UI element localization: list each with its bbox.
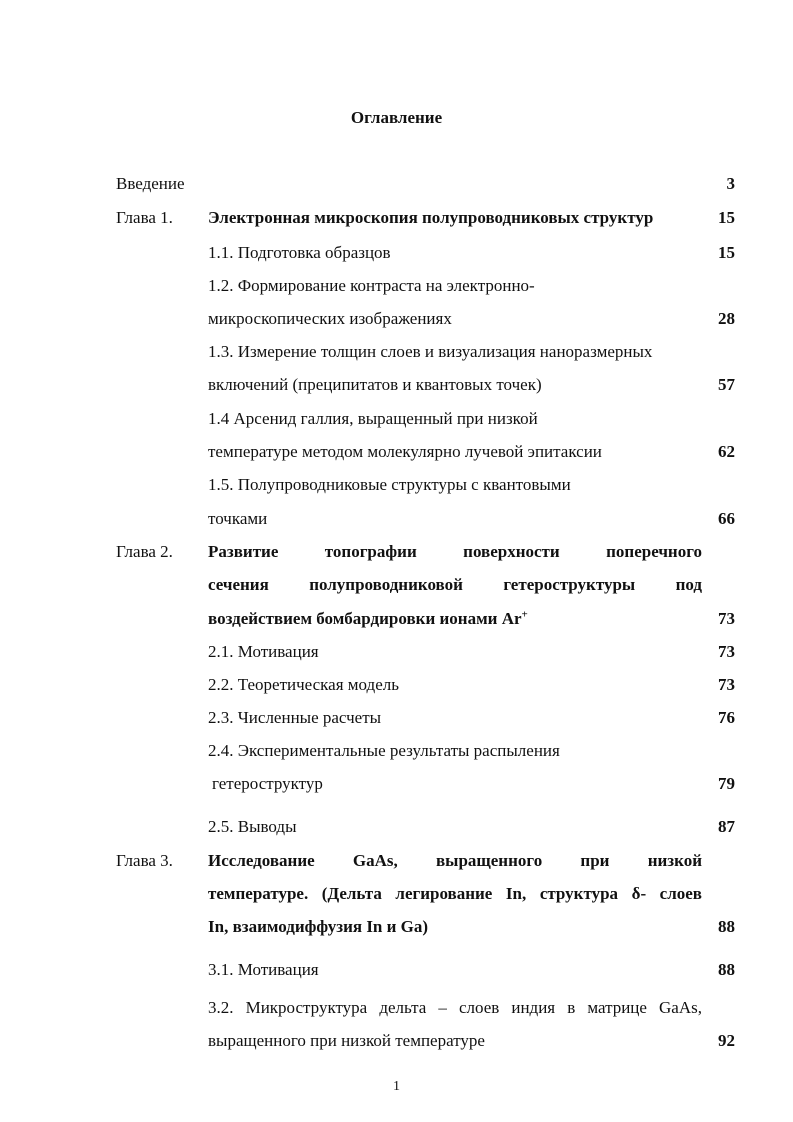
section-1-5-page: 66	[718, 509, 735, 528]
chapter3-title-line2: температуре. (Дельта легирование In, структура δ- слоев	[208, 884, 702, 903]
chapter1-title: Электронная микроскопия полупроводниковых структур	[208, 208, 654, 227]
section-2-2: 2.2. Теоретическая модель	[208, 675, 399, 694]
section-1-2-line1: 1.2. Формирование контраста на электронно-	[208, 276, 535, 295]
section-1-2-page: 28	[718, 309, 735, 328]
chapter2-title-line3	[208, 607, 528, 631]
section-3-1: 3.1. Мотивация	[208, 960, 319, 979]
chapter3-label: Глава 3.	[116, 851, 173, 870]
chapter3-title-line3: In, взаимодиффузия In и Ga)	[208, 917, 429, 936]
section-1-4-line1: 1.4 Арсенид галлия, выращенный при низкой	[208, 409, 538, 428]
section-1-3-page: 57	[718, 375, 735, 394]
section-1-2-line2: микроскопических изображениях	[208, 309, 452, 328]
section-3-1-page: 88	[718, 960, 735, 979]
section-2-1: 2.1. Мотивация	[208, 642, 319, 661]
ion-charge-superscript: +	[521, 608, 528, 621]
intro-page: 3	[726, 174, 735, 193]
section-2-5-page: 87	[718, 817, 735, 836]
section-3-2-page: 92	[718, 1031, 735, 1050]
section-1-3-line1: 1.3. Измерение толщин слоев и визуализация наноразмерных	[208, 342, 653, 361]
chapter2-title-line3-text: воздействием бомбардировки ионами Ar	[208, 609, 522, 628]
section-1-5-line1: 1.5. Полупроводниковые структуры с квантовыми	[208, 475, 571, 494]
section-1-3-line2: включений (преципитатов и квантовых точек)	[208, 375, 542, 394]
chapter3-page: 88	[718, 917, 735, 936]
intro-label: Введение	[116, 174, 185, 193]
chapter2-page: 73	[718, 609, 735, 628]
section-2-3: 2.3. Численные расчеты	[208, 708, 382, 727]
section-2-1-page: 73	[718, 642, 735, 661]
page-title: Оглавление	[350, 108, 443, 127]
chapter2-title-line2: сечения полупроводниковой гетероструктуры под	[208, 575, 702, 594]
section-2-4-page: 79	[718, 774, 735, 793]
chapter2-title-line1: Развитие топографии поверхности поперечного	[208, 542, 702, 561]
section-3-2-line1: 3.2. Микроструктура дельта – слоев индия в матрице GaAs,	[208, 998, 702, 1017]
section-2-4-line1: 2.4. Экспериментальные результаты распыления	[208, 741, 560, 760]
section-1-4-line2: температуре методом молекулярно лучевой эпитаксии	[208, 442, 602, 461]
page-number: 1	[393, 1079, 400, 1094]
section-2-5: 2.5. Выводы	[208, 817, 297, 836]
chapter3-title-line1: Исследование GaAs, выращенного при низкой	[208, 851, 702, 870]
section-3-2-line2: выращенного при низкой температуре	[208, 1031, 485, 1050]
section-2-3-page: 76	[718, 708, 735, 727]
section-2-2-page: 73	[718, 675, 735, 694]
section-2-4-line2: гетероструктур	[212, 774, 323, 793]
section-1-5-line2: точками	[208, 509, 268, 528]
section-1-4-page: 62	[718, 442, 735, 461]
chapter2-label: Глава 2.	[116, 542, 173, 561]
chapter1-page: 15	[718, 208, 735, 227]
section-1-1: 1.1. Подготовка образцов	[208, 243, 391, 262]
chapter1-label: Глава 1.	[116, 208, 173, 227]
section-1-1-page: 15	[718, 243, 735, 262]
